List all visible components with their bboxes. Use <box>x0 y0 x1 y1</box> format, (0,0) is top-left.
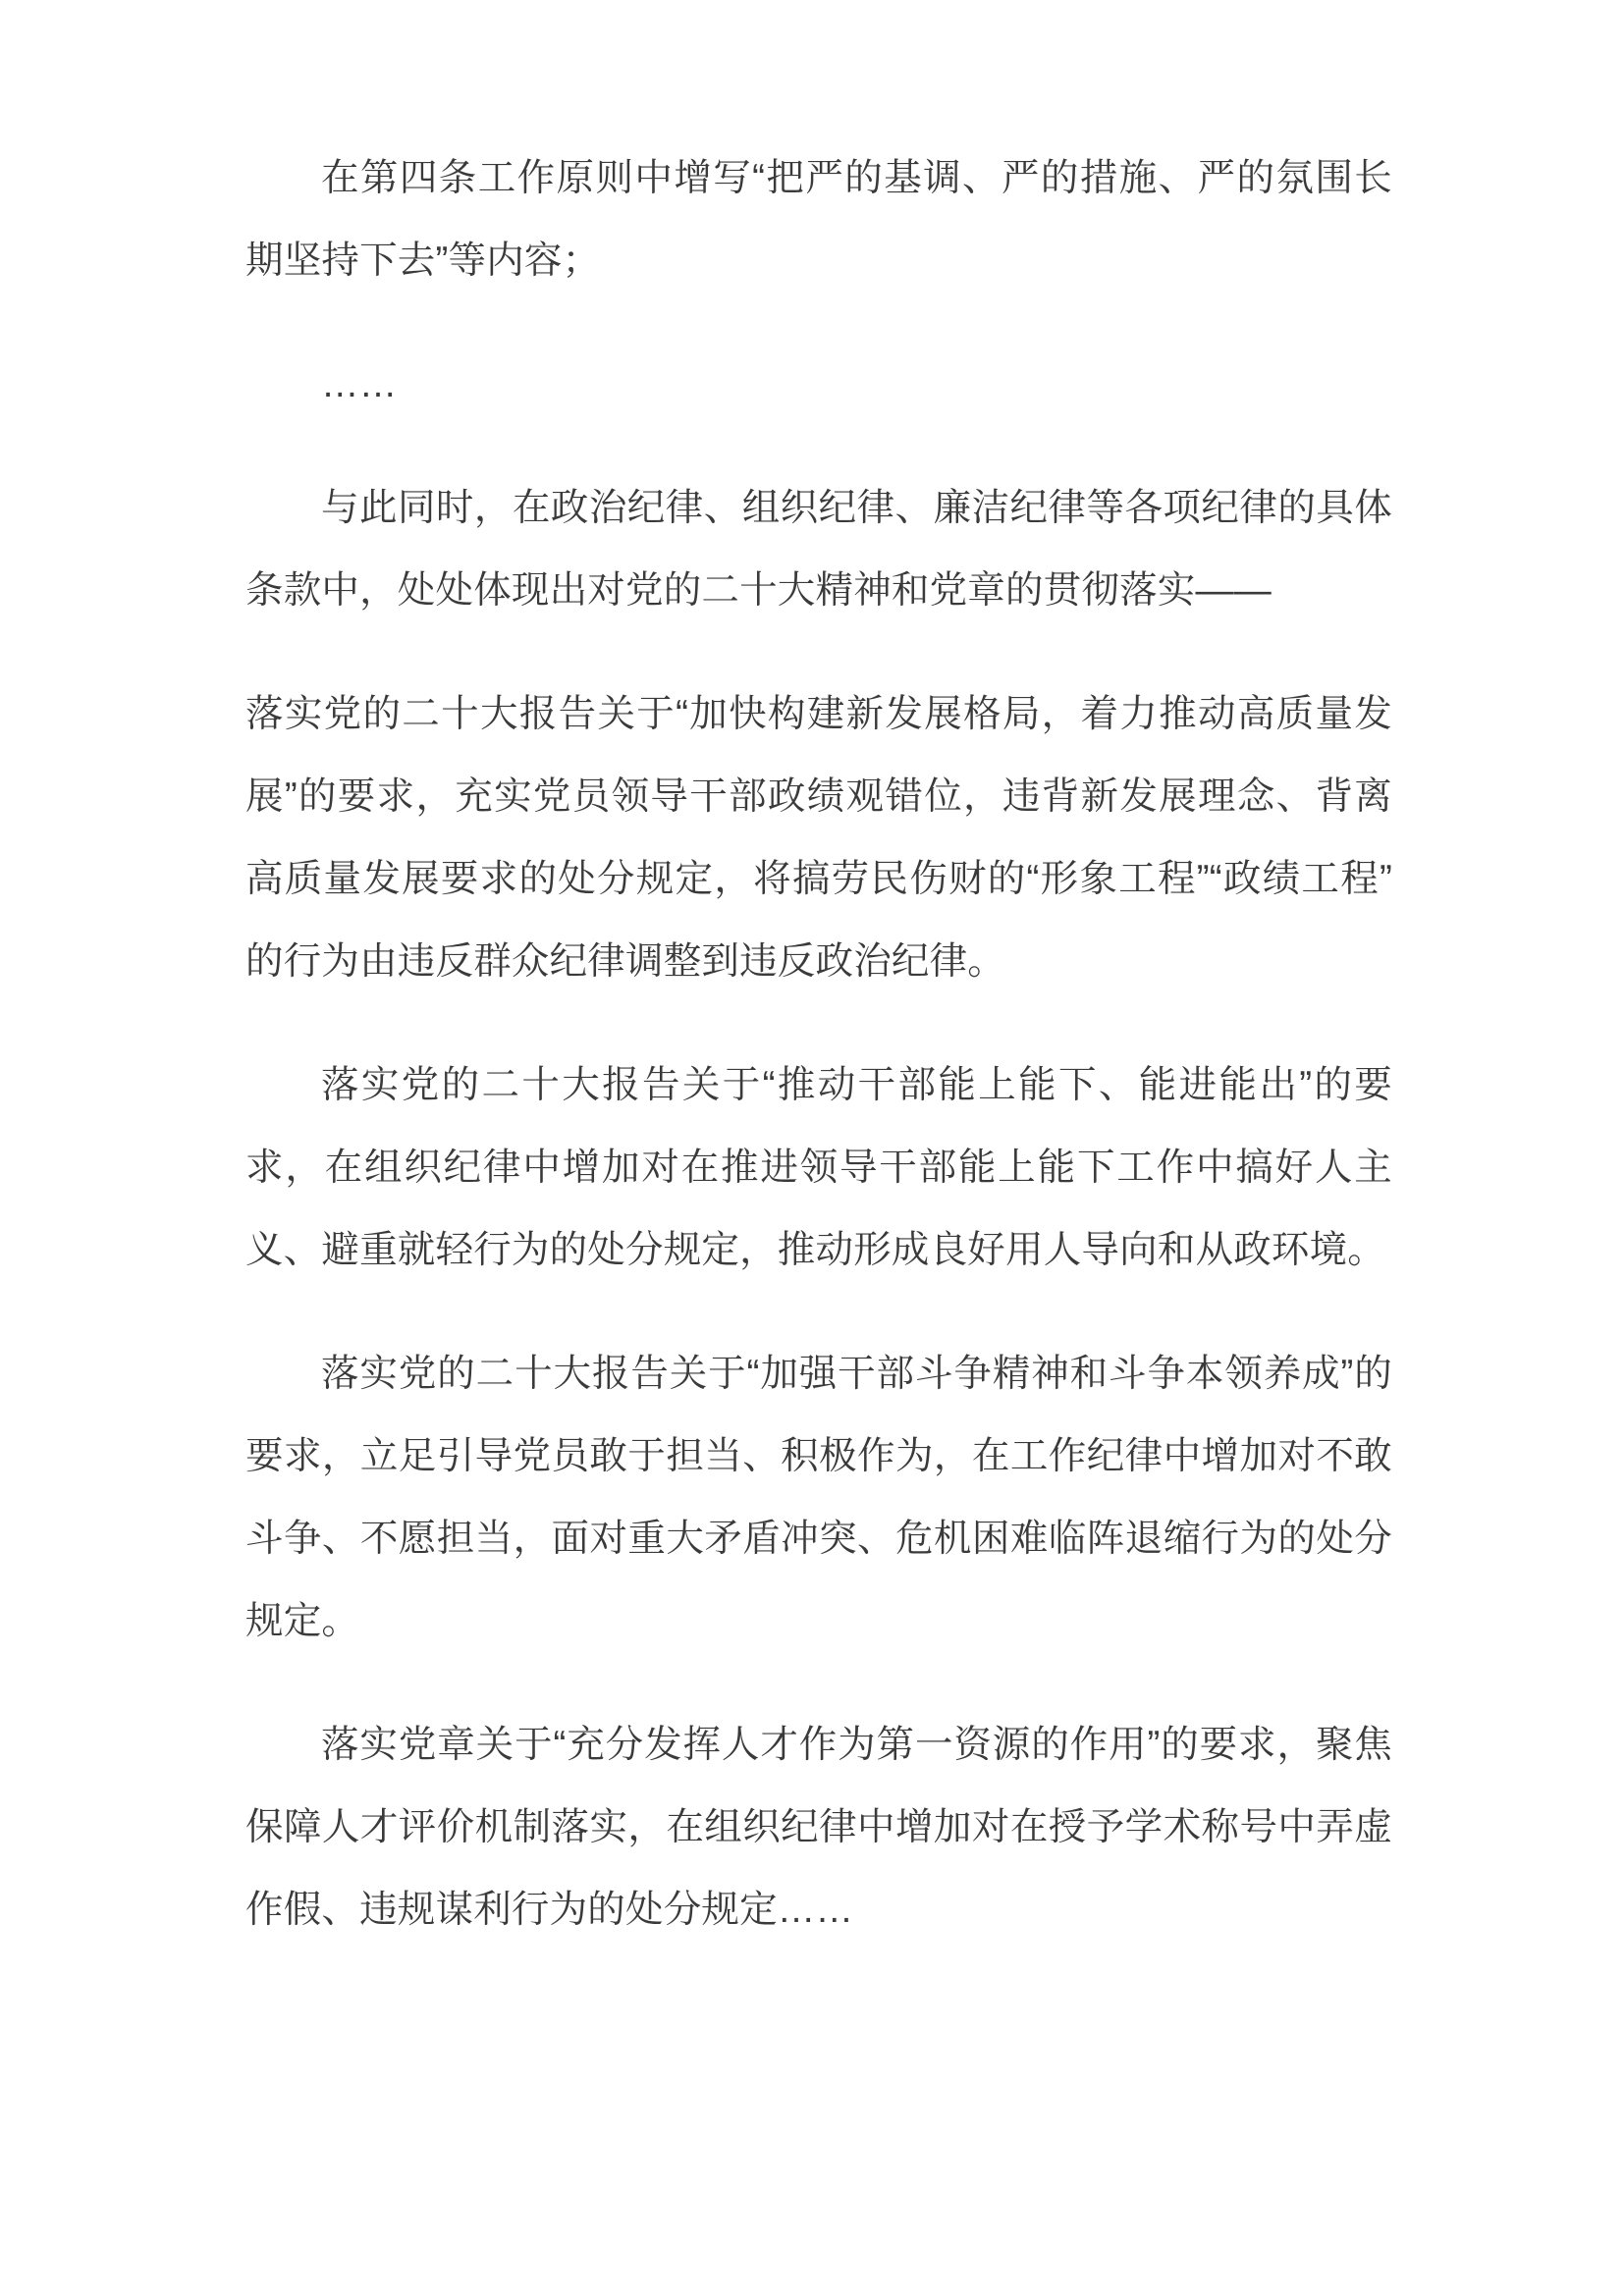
paragraph-2: 与此同时，在政治纪律、组织纪律、廉洁纪律等各项纪律的具体条款中，处处体现出对党的二十大精神和党章的贯彻落实—— <box>245 487 1392 612</box>
paragraph-3: 落实党的二十大报告关于“加快构建新发展格局，着力推动高质量发展”的要求，充实党员领导干部政绩观错位，违背新发展理念、背离高质量发展要求的处分规定，将搞劳民伤财的“形象工程”“政绩工程”的行为由违反群众纪律调整到违反政治纪律。 <box>245 693 1392 983</box>
document-body <box>245 137 1392 1951</box>
paragraph-ellipsis: …… <box>321 363 398 405</box>
paragraph-6: 落实党章关于“充分发挥人才作为第一资源的作用”的要求，聚焦保障人才评价机制落实，在组织纪律中增加对在授予学术称号中弄虚作假、违规谋利行为的处分规定…… <box>245 1724 1392 1931</box>
paragraph-4: 落实党的二十大报告关于“推动干部能上能下、能进能出”的要求，在组织纪律中增加对在推进领导干部能上能下工作中搞好人主义、避重就轻行为的处分规定，推动形成良好用人导向和从政环境。 <box>245 1064 1392 1271</box>
paragraph-5: 落实党的二十大报告关于“加强干部斗争精神和斗争本领养成”的要求，立足引导党员敢于担当、积极作为，在工作纪律中增加对不敢斗争、不愿担当，面对重大矛盾冲突、危机困难临阵退缩行为的处分规定。 <box>245 1353 1392 1642</box>
paragraph-1: 在第四条工作原则中增写“把严的基调、严的措施、严的氛围长期坚持下去”等内容； <box>245 157 1392 282</box>
